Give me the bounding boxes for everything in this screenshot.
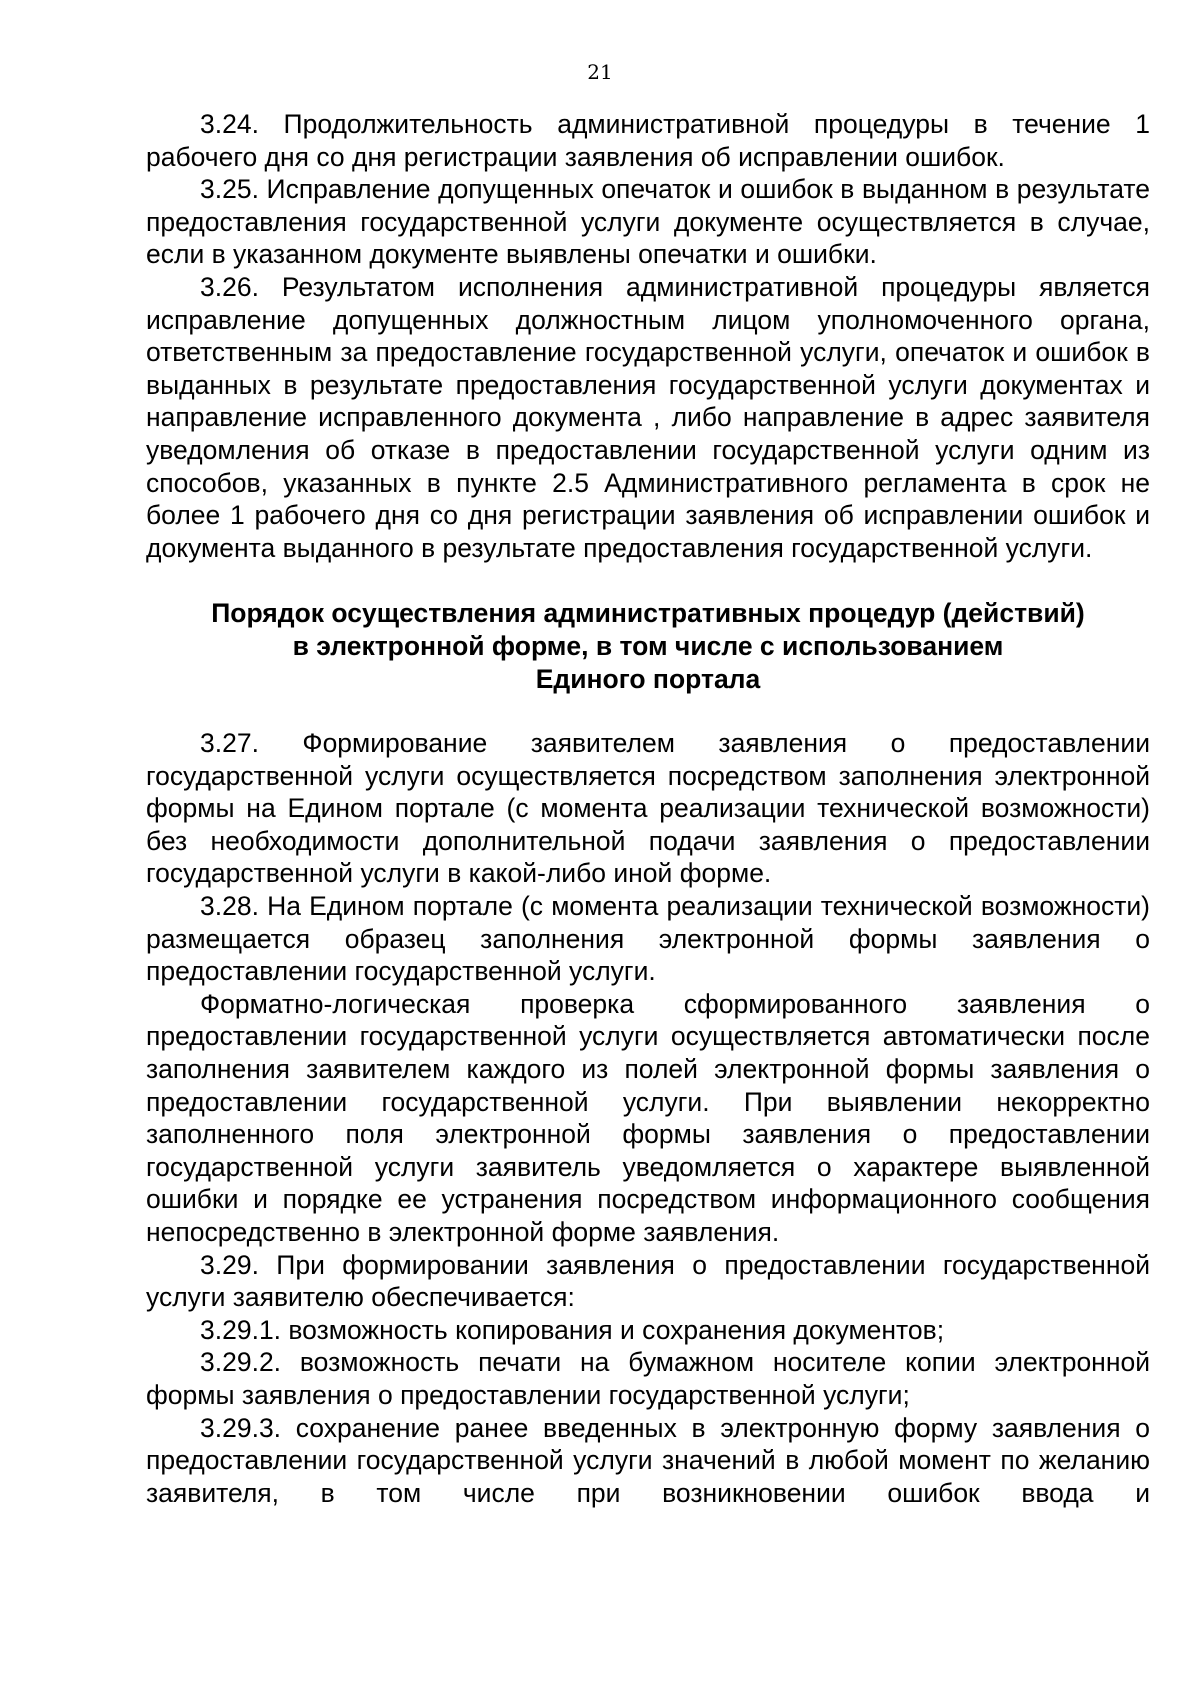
paragraph-3-29-1: 3.29.1. возможность копирования и сохранения документов; [200, 1314, 945, 1345]
section-heading-line-1: Порядок осуществления административных процедур (действий) [211, 598, 1085, 629]
paragraph-3-27: 3.27. Формирование заявителем заявления о предоставлении государственной услуги осуществляется посредством заполнения электронной формы на Едином портале (с момента реализации технической возможности) без необходимости дополнительной подачи заявления о предоставлении государственной услуги в какой-либо иной форме. [146, 728, 1150, 889]
paragraph-3-29-3: 3.29.3. сохранение ранее введенных в электронную форму заявления о предоставлении государственной услуги значений в любой момент по желанию заявителя, в том числе при возникновении ошибок ввода и [146, 1412, 1150, 1508]
section-heading [146, 597, 1150, 695]
page-number: 21 [587, 60, 613, 84]
paragraph-3-25: 3.25. Исправление допущенных опечаток и ошибок в выданном в результате предоставления государственной услуги документе осуществляется в случае, если в указанном документе выявлены опечатки и ошибки. [146, 174, 1150, 270]
paragraph-3-29-2: 3.29.2. возможность печати на бумажном носителе копии электронной формы заявления о предоставлении государственной услуги; [146, 1347, 1150, 1410]
paragraph-3-26: 3.26. Результатом исполнения административной процедуры является исправление допущенных должностным лицом уполномоченного органа, ответственным за предоставление государственной услуги, опечаток и ошибок в выданных в результате предоставления государственной услуги документах и направление исправленного документа , либо направление в адрес заявителя уведомления об отказе в предоставлении государственной услуги одним из способов, указанных в пункте 2.5 Административного регламента в срок не более 1 рабочего дня со дня регистрации заявления об исправлении ошибок и документа выданного в результате предоставления государственной услуги. [146, 271, 1150, 563]
section-heading-line-2: в электронной форме, в том числе с использованием [292, 630, 1004, 661]
paragraph-3-29: 3.29. При формировании заявления о предоставлении государственной услуги заявителю обеспечивается: [146, 1249, 1150, 1313]
paragraph-3-28: 3.28. На Едином портале (с момента реализации технической возможности) размещается образец заполнения электронной формы заявления о предоставлении государственной услуги. [146, 891, 1150, 987]
document-body [146, 108, 1150, 1509]
paragraph-format-logic-check: Форматно-логическая проверка сформированного заявления о предоставлении государственной услуги осуществляется автоматически после заполнения заявителем каждого из полей электронной формы заявления о предоставлении государственной услуги. При выявлении некорректно заполненного поля электронной формы заявления о предоставлении государственной услуги заявитель уведомляется о характере выявленной ошибки и порядке ее устранения посредством информационного сообщения непосредственно в электронной форме заявления. [146, 988, 1150, 1247]
section-heading-line-3: Единого портала [535, 663, 761, 694]
paragraph-3-24: 3.24. Продолжительность административной процедуры в течение 1 рабочего дня со дня регистрации заявления об исправлении ошибок. [146, 109, 1150, 172]
